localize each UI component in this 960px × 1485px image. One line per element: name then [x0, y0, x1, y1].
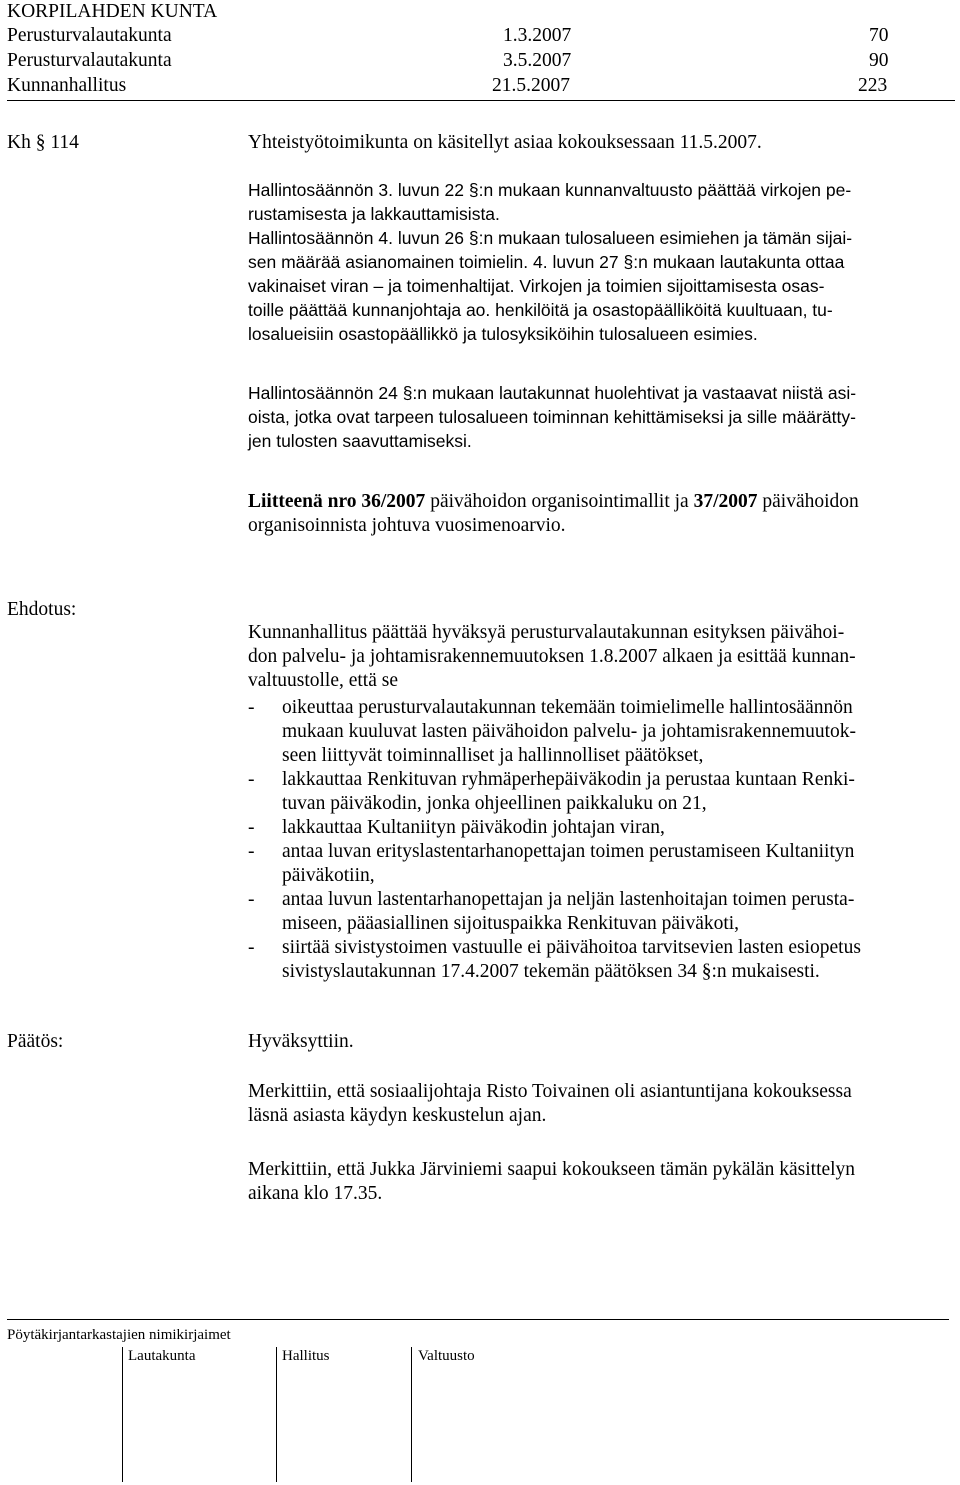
footer-col-hallitus: Hallitus — [282, 1348, 330, 1364]
decision-note-1: Merkittiin, että sosiaalijohtaja Risto Toivainen oli asiantuntijana kokouksessa läsnä asiasta käydyn keskustelun ajan. — [248, 1081, 852, 1126]
header-page-1: 70 — [869, 25, 889, 46]
header-body-3: Kunnanhallitus — [7, 75, 127, 96]
list-item: - lakkauttaa Kultaniityn päiväkodin johtajan viran, — [248, 817, 665, 838]
signature-divider-3 — [411, 1347, 412, 1482]
attachment-37: 37/2007 — [693, 491, 758, 512]
proposal-intro: Kunnanhallitus päättää hyväksyä perusturvalautakunnan esityksen päivähoi- don palvelu- ja johtamisrakennemuutoksen 1.8.2007 alkaen ja esittää kunnan- valtuustolle, että se — [248, 622, 856, 691]
para-hallintosaanto: Hallintosäännön 3. luvun 22 §:n mukaan kunnanvaltuusto päättää virkojen pe- rustamisesta ja lakkauttamisista. Hallintosäännön 4. luvun 26 §:n mukaan tulosalueen esimiehen ja tämän sijai- sen määrää asianomainen toimielin. 4. luvun 27 §:n mukaan lautakunta ottaa vakinaiset viran – ja toimenhaltijat. Virkojen ja toimien sijoittamisesta osas- toille päättää kunnanjohtaja ao. henkilöitä ja osastopäälliköitä kuultuaan, tu- losalueisiin osastopäällikkö ja tulosyksiköihin tulosalueen esimies. — [248, 180, 853, 344]
header-rule — [7, 100, 955, 101]
list-item: - oikeuttaa perusturvalautakunnan tekemään toimielimelle hallintosäännön mukaan kuuluvat lasten päivähoidon palvelu- ja johtamisrakennemuutok- seen liittyvät toiminnalliset ja hallinnolliset päätökset, — [248, 697, 857, 766]
attachments: Liitteenä nro 36/2007 päivähoidon organisointimallit ja 37/2007 päivähoidon organisoinnista johtuva vuosimenoarvio. — [248, 491, 859, 536]
footer-col-lautakunta: Lautakunta — [128, 1348, 196, 1364]
list-item: - antaa luvun lastentarhanopettajan ja neljän lastenhoitajan toimen perusta- miseen, pääasiallinen sijoituspaikka Renkituvan päiväkoti, — [248, 889, 855, 934]
header-body-2: Perusturvalautakunta — [7, 50, 172, 71]
header-date-1: 1.3.2007 — [503, 25, 572, 46]
section-intro: Yhteistyötoimikunta on käsitellyt asiaa kokouksessaan 11.5.2007. — [248, 132, 762, 153]
section-label: Kh § 114 — [7, 132, 79, 153]
list-item: - lakkauttaa Renkituvan ryhmäperhepäiväkodin ja perustaa kuntaan Renki- tuvan päiväkodin, jonka ohjeellinen paikkaluku on 21, — [248, 769, 855, 814]
attachment-36: Liitteenä nro 36/2007 — [248, 491, 426, 512]
footer-col-valtuusto: Valtuusto — [418, 1348, 475, 1364]
decision-label: Päätös: — [7, 1031, 64, 1052]
section-number: 114 — [50, 132, 79, 153]
list-item: - antaa luvan erityslastentarhanopettajan toimen perustamiseen Kultaniityn päiväkotiin, — [248, 841, 855, 886]
decision-note-2: Merkittiin, että Jukka Järviniemi saapui kokoukseen tämän pykälän käsittelyn aikana klo 17.35. — [248, 1159, 856, 1204]
proposal-label: Ehdotus: — [7, 599, 77, 620]
para-hallintosaanto-24: Hallintosäännön 24 §:n mukaan lautakunnat huolehtivat ja vastaavat niistä asi- oista, jotka ovat tarpeen tulosalueen toiminnan kehittämiseksi ja sille määrätty- jen tulosten saavuttamiseksi. — [248, 383, 857, 451]
org-name: KORPILAHDEN KUNTA — [7, 1, 218, 22]
signature-divider-1 — [122, 1347, 123, 1482]
footer-rule — [7, 1319, 949, 1320]
proposal-list — [248, 696, 948, 984]
signature-divider-2 — [276, 1347, 277, 1482]
header-page-2: 90 — [869, 50, 889, 71]
footer-title: Pöytäkirjantarkastajien nimikirjaimet — [7, 1327, 231, 1343]
header-date-3: 21.5.2007 — [492, 75, 570, 96]
header-page-3: 223 — [858, 75, 888, 96]
list-item: - siirtää sivistystoimen vastuulle ei päivähoitoa tarvitsevien lasten esiopetus sivistyslautakunnan 17.4.2007 tekemän päätöksen 34 §:n mukaisesti. — [248, 937, 861, 982]
header-body-1: Perusturvalautakunta — [7, 25, 172, 46]
decision-text: Hyväksyttiin. — [248, 1031, 354, 1052]
header-date-2: 3.5.2007 — [503, 50, 572, 71]
